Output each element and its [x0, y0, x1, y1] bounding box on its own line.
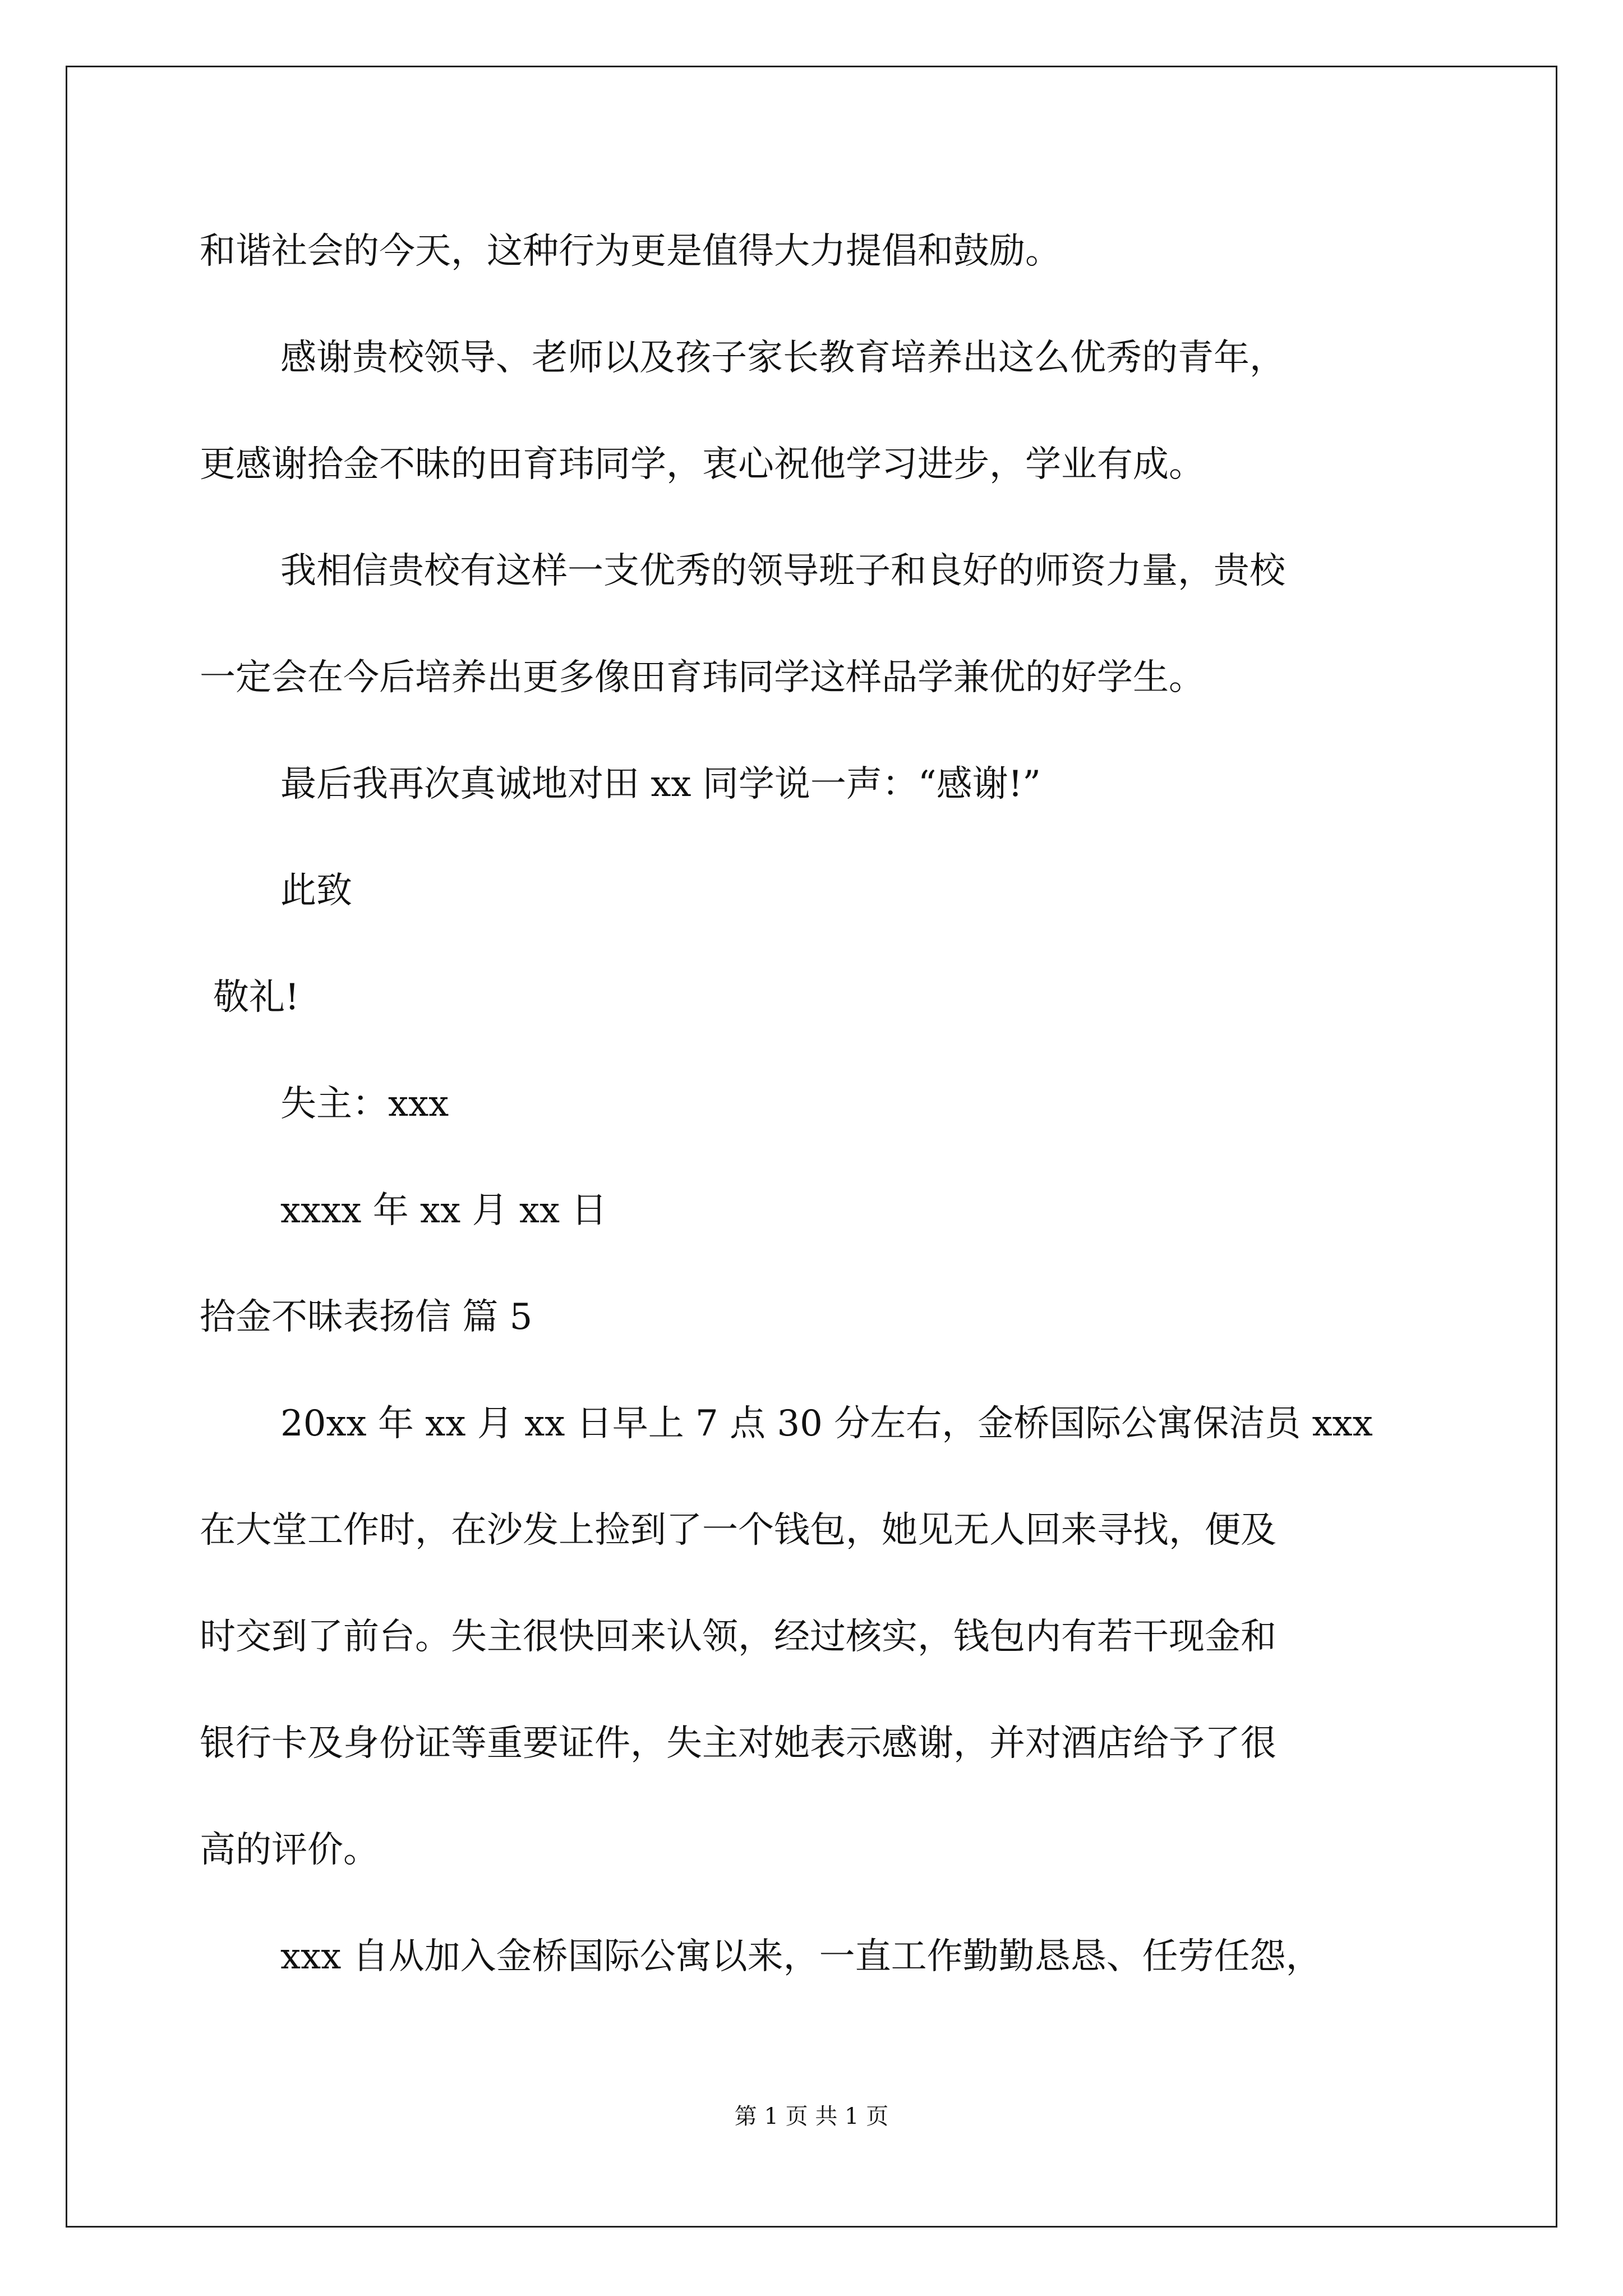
date-line: xxxx 年 xx 月 xx 日	[280, 1190, 607, 1231]
paragraph-line: 时交到了前台。失主很快回来认领，经过核实，钱包内有若干现金和	[200, 1616, 1276, 1658]
paragraph-line: 和谐社会的今天，这种行为更是值得大力提倡和鼓励。	[200, 231, 1061, 272]
paragraph-line: 一定会在今后培养出更多像田育玮同学这样品学兼优的好学生。	[200, 657, 1205, 698]
paragraph-line: 高的评价。	[200, 1829, 379, 1871]
page-footer: 第 1 页 共 1 页	[734, 2104, 889, 2129]
paragraph-line: 最后我再次真诚地对田 xx 同学说一声：“感谢!”	[280, 763, 1041, 805]
paragraph-line: 更感谢拾金不昧的田育玮同学，衷心祝他学习进步，学业有成。	[200, 444, 1205, 485]
paragraph-line: 在大堂工作时，在沙发上捡到了一个钱包，她见无人回来寻找，便及	[200, 1510, 1276, 1551]
paragraph-line: 感谢贵校领导、老师以及孩子家长教育培养出这么优秀的青年，	[280, 337, 1285, 379]
paragraph-line: xxx 自从加入金桥国际公寓以来，一直工作勤勤恳恳、任劳任怨，	[280, 1936, 1322, 1977]
paragraph-line: 我相信贵校有这样一支优秀的领导班子和良好的师资力量，贵校	[280, 550, 1285, 592]
page-border	[66, 66, 1557, 2228]
closing-respect: 敬礼!	[213, 977, 299, 1018]
paragraph-line: 20xx 年 xx 月 xx 日早上 7 点 30 分左右，金桥国际公寓保洁员 xxx	[280, 1403, 1373, 1444]
paragraph-line: 银行卡及身份证等重要证件，失主对她表示感谢，并对酒店给予了很	[200, 1723, 1276, 1764]
section-heading: 拾金不昧表扬信 篇 5	[200, 1296, 533, 1338]
closing-salutation: 此致	[280, 870, 352, 912]
signature-line: 失主：xxx	[280, 1083, 449, 1125]
